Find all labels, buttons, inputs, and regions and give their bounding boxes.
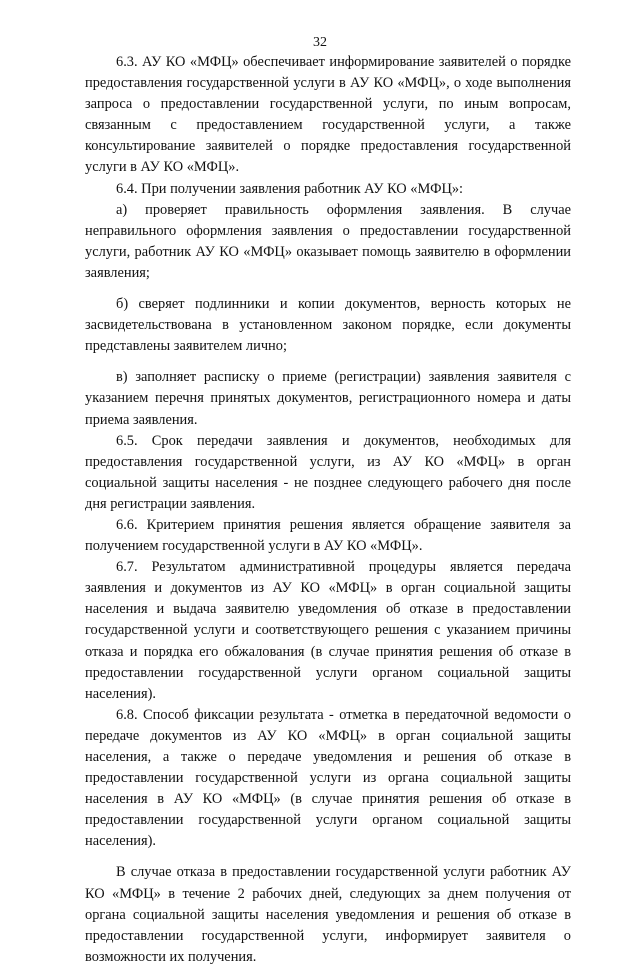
paragraph-6-4: 6.4. При получении заявления работник АУ КО «МФЦ»: — [116, 180, 464, 197]
paragraph-6-7: 6.7. Результатом административной процедуры является передача заявления и документов из АУ КО «МФЦ» в орган социальной защиты населения и выдача заявителю уведомления об отказе в предоставлении государственной услуги и соответствующего решения с указанием причины отказа и порядка его обжалования (в случае принятия решения об отказе в предоставлении государственной услуги органом социальной защиты населения). — [85, 559, 571, 702]
paragraph-6-4-v: в) заполняет расписку о приеме (регистрации) заявления заявителя с указанием перечня принятых документов, регистрационного номера и даты приема заявления. — [85, 369, 571, 428]
paragraph-6-4-b: б) сверяет подлинники и копии документов, верность которых не засвидетельствована в установленном законом порядке, если документы представлены заявителем лично; — [85, 296, 571, 355]
paragraph-6-8: 6.8. Способ фиксации результата - отметка в передаточной ведомости о передаче документов из АУ КО «МФЦ» в орган социальной защиты населения, а также о передаче уведомления и решения об отказе в предоставлении государственной услуги из органа социальной защиты населения в АУ КО «МФЦ» (в случае принятия решения об отказе в предоставлении государственной услуги органом социальной защиты населения). — [85, 706, 571, 850]
paragraph-6-3: 6.3. АУ КО «МФЦ» обеспечивает информирование заявителей о порядке предоставления государственной услуги в АУ КО «МФЦ», о ходе выполнения запроса о предоставлении государственной услуги, по иным вопросам, связанным с предоставлением государственной услуги, а также консультирование заявителей о порядке предоставления государственной услуги в АУ КО «МФЦ». — [85, 54, 571, 176]
paragraph-6-6: 6.6. Критерием принятия решения является обращение заявителя за получением государственной услуги в АУ КО «МФЦ». — [85, 516, 571, 555]
paragraph-6-5: 6.5. Срок передачи заявления и документов, необходимых для предоставления государственной услуги, из АУ КО «МФЦ» в орган социальной защиты населения - не позднее следующего рабочего дня после дня регистрации заявления. — [85, 432, 571, 512]
page-number: 32 — [313, 35, 327, 50]
paragraph-refusal: В случае отказа в предоставлении государственной услуги работник АУ КО «МФЦ» в течение 2 рабочих дней, следующих за днем получения от органа социальной защиты населения уведомления и решения об отказе в предоставлении государственной услуги, информирует заявителя о возможности их получения. — [85, 864, 571, 965]
paragraph-6-4-a: а) проверяет правильность оформления заявления. В случае неправильного оформления заявления о предоставлении государственной услуги, работник АУ КО «МФЦ» оказывает помощь заявителю в оформлении заявления; — [85, 201, 571, 281]
body-text — [85, 52, 571, 968]
